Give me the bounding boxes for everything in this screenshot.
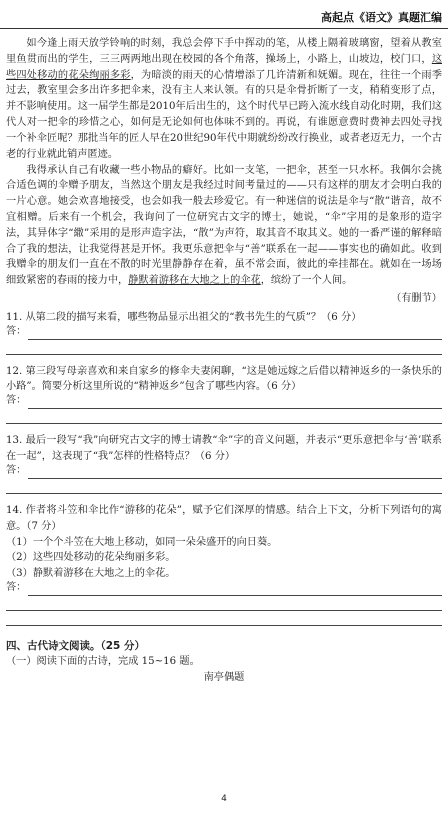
question-12: 12. 第三段写母亲喜欢和来自家乡的修伞夫妻闲聊，“这是她远嫁之后借以精神返乡的一条快乐的小路”。简要分析这里所说的“精神返乡”包含了哪些内容。（6 分） bbox=[6, 365, 442, 393]
p1-underline: 这些四处移动的花朵绚丽多彩 bbox=[6, 53, 442, 81]
answer-row-13[interactable] bbox=[6, 465, 442, 479]
answer-line[interactable] bbox=[6, 596, 442, 611]
section-4-title: 四、古代诗文阅读。（25 分） bbox=[6, 639, 146, 652]
question-14-item-1: （1）一个个斗笠在大地上移动，如同一朵朵盛开的向日葵。 bbox=[6, 536, 278, 548]
answer-label: 答： bbox=[6, 465, 27, 477]
page-number: 4 bbox=[221, 794, 227, 805]
answer-line[interactable] bbox=[6, 611, 442, 626]
question-14-item-2: （2）这些四处移动的花朵绚丽多彩。 bbox=[6, 552, 176, 564]
answer-line[interactable] bbox=[28, 329, 442, 340]
answer-line[interactable] bbox=[28, 468, 442, 479]
answer-line[interactable] bbox=[28, 398, 442, 409]
question-13: 13. 最后一段写“我”向研究古文字的博士请教“伞”字的音义问题，并表示“更乐意把伞与‘善’联系在一起”，这表现了“我”怎样的性格特点？（6 分） bbox=[6, 435, 442, 463]
answer-label: 答： bbox=[6, 325, 27, 337]
answer-row-12[interactable] bbox=[6, 395, 442, 409]
poem-title: 南亭偶题 bbox=[203, 672, 245, 684]
p2-text-b: ，缤纷了一个人间。 bbox=[260, 275, 353, 287]
p2-underline: 静默着游移在大地之上的伞花 bbox=[128, 275, 261, 287]
p1-text-b: ，为暗淡的雨天的心情增添了几许清新和妩媚。现在，往往一个雨季过去，教室里会多出许多把伞来，没有主人来认领。有的只是伞骨折断了一支，稍稍变形了点，并不影响使用。这一届学生都是2010年后出生的，这个时代早已跨入流水线自动化时期，我们这代人对一把伞的珍惜之心，如何是无论如何也体味不到的。再说，有谁愿意费时费神去四处寻找一个补伞匠呢？那批当年的匠人早在20世纪90年代中期就纷纷改行换业，或者老迈无力，一个古老的行业就此销声匿迹。 bbox=[6, 69, 443, 160]
page-header bbox=[0, 6, 448, 29]
question-14-item-3: （3）静默着游移在大地之上的伞花。 bbox=[6, 568, 176, 580]
question-11: 11. 从第二段的描写来看，哪些物品显示出祖父的“教书先生的气质”？（6 分） bbox=[6, 311, 362, 323]
answer-line[interactable] bbox=[6, 340, 442, 355]
header-title: 高起点《语文》真题汇编 bbox=[321, 11, 442, 24]
section-4-subtitle: （一）阅读下面的古诗，完成 15~16 题。 bbox=[6, 656, 200, 668]
p1-text-a: 如今逢上雨天放学铃响的时刻，我总会停下手中挥动的笔，从楼上隔着玻璃窗，望着从教室里鱼贯而出的学生，三三两两地出现在校园的各个角落，操场上，小路上，山坡边，校门口， bbox=[6, 38, 442, 65]
passage-source: （有删节） bbox=[391, 293, 442, 304]
answer-line[interactable] bbox=[6, 409, 442, 424]
answer-row-14[interactable] bbox=[6, 582, 442, 596]
answer-label: 答： bbox=[6, 582, 27, 594]
answer-line[interactable] bbox=[28, 585, 442, 596]
p2-text-a: 我得承认自己有收藏一些小物品的癖好。比如一支笔，一把伞，甚至一只水杯。我偶尔会挑合适色调的伞赠予朋友，当然这个朋友是我经过时间考量过的——只有这样的朋友才会明白我的一片心意。她会欢喜地接受，也会如我一般去珍爱它。有一种迷信的说法是伞与“散”谐音，故不宜相赠。后来有一个机会，我询问了一位研究古文字的博士，她说，“伞”字用的是象形的造字法，其异体字“繖”采用的是形声造字法，“散”为声符，取其音不取其义。她的一番严谨的解释暗合了我的想法，让我觉得甚是开怀。我更乐意把伞与“善”联系在一起——事实也的确如此。收到我赠伞的朋友们一直在不散的时光里静静存在着，虽不常会面，彼此的牵挂都在。就如在一场场细致紧密的春雨的接力中， bbox=[6, 164, 442, 287]
passage-paragraph-1 bbox=[6, 36, 442, 163]
page-content bbox=[6, 36, 442, 686]
answer-line[interactable] bbox=[6, 479, 442, 494]
answer-label: 答： bbox=[6, 395, 27, 407]
question-14: 14. 作者将斗笠和伞比作“游移的花朵”，赋予它们深厚的情感。结合上下文，分析下列语句的寓意。（7 分） bbox=[6, 504, 442, 532]
answer-row-11[interactable] bbox=[6, 326, 442, 340]
passage-paragraph-2 bbox=[6, 163, 442, 290]
